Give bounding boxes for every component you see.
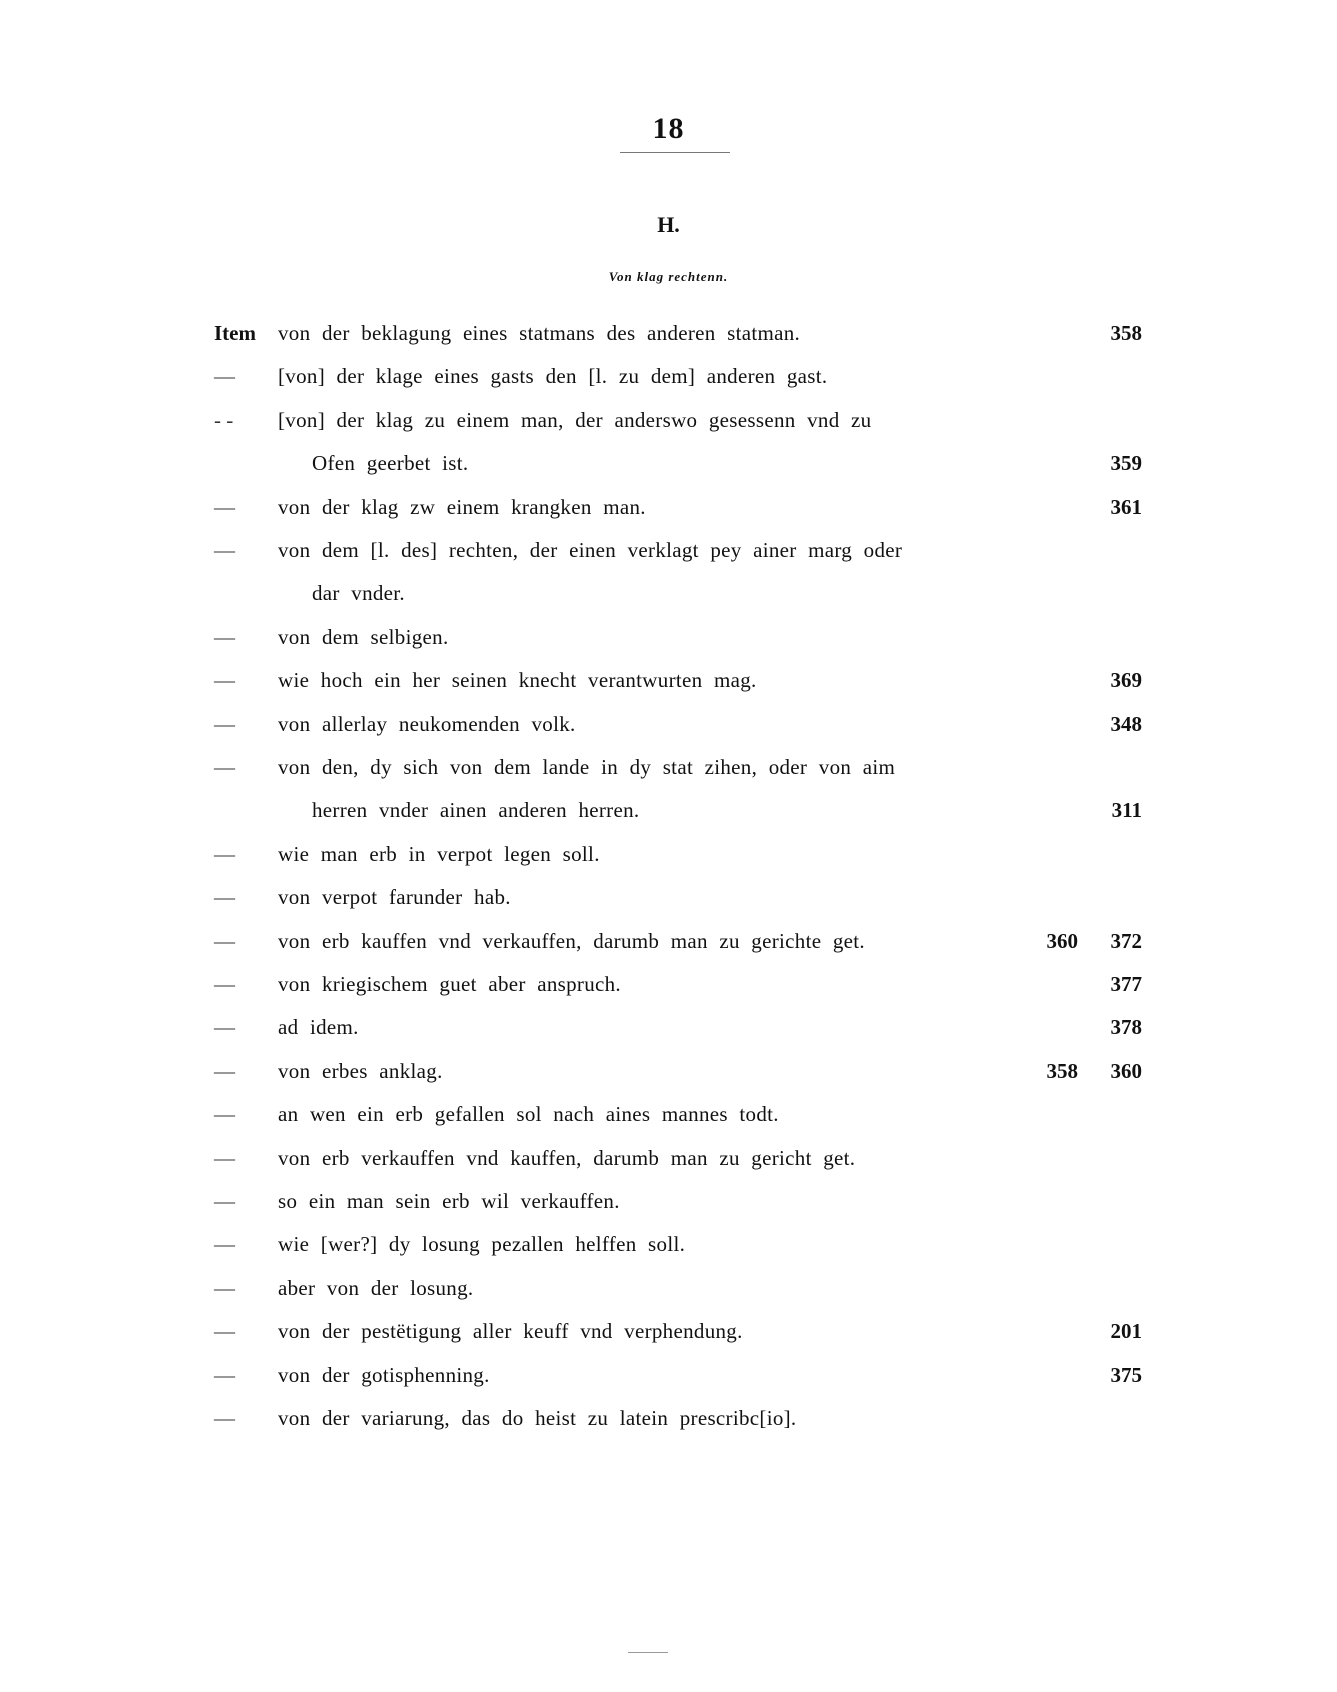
index-entry — [0, 833, 1337, 876]
entry-text: wie [wer?] dy losung pezallen helffen soll. — [278, 1232, 686, 1256]
index-entry — [0, 486, 1337, 529]
entry-text: von verpot farunder hab. — [278, 885, 511, 909]
section-heading: Von klag rechtenn. — [608, 269, 729, 284]
entry-page-ref: 378 — [1110, 1015, 1142, 1039]
entry-lead: — — [214, 712, 235, 736]
index-entry — [0, 659, 1337, 702]
entry-lead: — — [214, 1406, 235, 1430]
entry-lead: — — [214, 755, 235, 779]
entry-lead: — — [214, 1146, 235, 1170]
entry-text: von erb verkauffen vnd kauffen, darumb man zu gericht get. — [278, 1146, 856, 1170]
page-number-rule — [620, 152, 730, 153]
entry-page-ref: 201 — [1110, 1319, 1142, 1343]
entry-text: Ofen geerbet ist. — [312, 451, 469, 475]
index-entry — [0, 1050, 1337, 1093]
index-entry — [0, 572, 1337, 615]
index-entry — [0, 746, 1337, 789]
entry-lead: — — [214, 1232, 235, 1256]
index-entry — [0, 1354, 1337, 1397]
entry-page-ref: 369 — [1110, 668, 1142, 692]
entry-lead: — — [214, 1102, 235, 1126]
entry-lead: — — [214, 495, 235, 519]
entry-text: [von] der klage eines gasts den [l. zu dem] anderen gast. — [278, 364, 828, 388]
index-entry — [0, 963, 1337, 1006]
entry-text: von dem [l. des] rechten, der einen verklagt pey ainer marg oder — [278, 538, 903, 562]
index-entry — [0, 442, 1337, 485]
entry-text: wie hoch ein her seinen knecht verantwurten mag. — [278, 668, 757, 692]
entry-page-ref: 377 — [1110, 972, 1142, 996]
index-entry — [0, 1093, 1337, 1136]
index-entry — [0, 703, 1337, 746]
entry-text: von der pestëtigung aller keuff vnd verphendung. — [278, 1319, 743, 1343]
entry-text: wie man erb in verpot legen soll. — [278, 842, 600, 866]
index-entry — [0, 616, 1337, 659]
entry-lead: — — [214, 668, 235, 692]
entry-page-ref: 372 — [1110, 929, 1142, 953]
index-entry — [0, 1180, 1337, 1223]
entry-page-ref: 360 — [1110, 1059, 1142, 1083]
entry-text: ad idem. — [278, 1015, 359, 1039]
entry-text: von der beklagung eines statmans des anderen statman. — [278, 321, 801, 345]
entry-text: [von] der klag zu einem man, der anderswo gesessenn vnd zu — [278, 408, 872, 432]
entry-lead: Item — [214, 321, 256, 345]
entry-lead: - - — [214, 408, 234, 432]
entry-lead: — — [214, 1319, 235, 1343]
index-entry — [0, 876, 1337, 919]
entry-lead: — — [214, 972, 235, 996]
index-entry — [0, 355, 1337, 398]
index-entry — [0, 920, 1337, 963]
index-entry — [0, 529, 1337, 572]
entry-text: von den, dy sich von dem lande in dy stat zihen, oder von aim — [278, 755, 896, 779]
index-entry — [0, 399, 1337, 442]
entry-text: von dem selbigen. — [278, 625, 449, 649]
entry-page-ref: 360 — [1046, 929, 1078, 953]
entry-text: von erbes anklag. — [278, 1059, 443, 1083]
entry-text: von kriegischem guet aber anspruch. — [278, 972, 621, 996]
index-entry — [0, 1310, 1337, 1353]
index-entry — [0, 1223, 1337, 1266]
entry-lead: — — [214, 1276, 235, 1300]
entry-page-ref: 361 — [1110, 495, 1142, 519]
entry-page-ref: 375 — [1110, 1363, 1142, 1387]
index-entry — [0, 1267, 1337, 1310]
entry-text: von der variarung, das do heist zu latein prescribc[io]. — [278, 1406, 797, 1430]
entry-page-ref: 311 — [1111, 798, 1142, 822]
footer-mark — [628, 1652, 668, 1653]
index-entry — [0, 1137, 1337, 1180]
entry-lead: — — [214, 842, 235, 866]
entry-lead: — — [214, 625, 235, 649]
entry-lead: — — [214, 1363, 235, 1387]
entry-page-ref: 359 — [1110, 451, 1142, 475]
entry-text: von der gotisphenning. — [278, 1363, 490, 1387]
entry-lead: — — [214, 538, 235, 562]
entry-lead: — — [214, 929, 235, 953]
entry-text: so ein man sein erb wil verkauffen. — [278, 1189, 620, 1213]
section-letter: H. — [657, 212, 680, 237]
entry-page-ref: 348 — [1110, 712, 1142, 736]
entry-text: von allerlay neukomenden volk. — [278, 712, 576, 736]
index-entry — [0, 789, 1337, 832]
entry-page-ref: 358 — [1046, 1059, 1078, 1083]
entry-text: herren vnder ainen anderen herren. — [312, 798, 640, 822]
entry-lead: — — [214, 1015, 235, 1039]
entry-text: von der klag zw einem krangken man. — [278, 495, 646, 519]
entry-lead: — — [214, 885, 235, 909]
entry-text: von erb kauffen vnd verkauffen, darumb man zu gerichte get. — [278, 929, 865, 953]
entry-lead: — — [214, 1059, 235, 1083]
entry-page-ref: 358 — [1110, 321, 1142, 345]
index-entry — [0, 1006, 1337, 1049]
index-entry — [0, 312, 1337, 355]
entry-lead: — — [214, 1189, 235, 1213]
page-number: 18 — [652, 112, 685, 145]
entry-text: dar vnder. — [312, 581, 405, 605]
entry-lead: — — [214, 364, 235, 388]
entry-text: aber von der losung. — [278, 1276, 474, 1300]
index-entry — [0, 1397, 1337, 1440]
entry-text: an wen ein erb gefallen sol nach aines mannes todt. — [278, 1102, 779, 1126]
